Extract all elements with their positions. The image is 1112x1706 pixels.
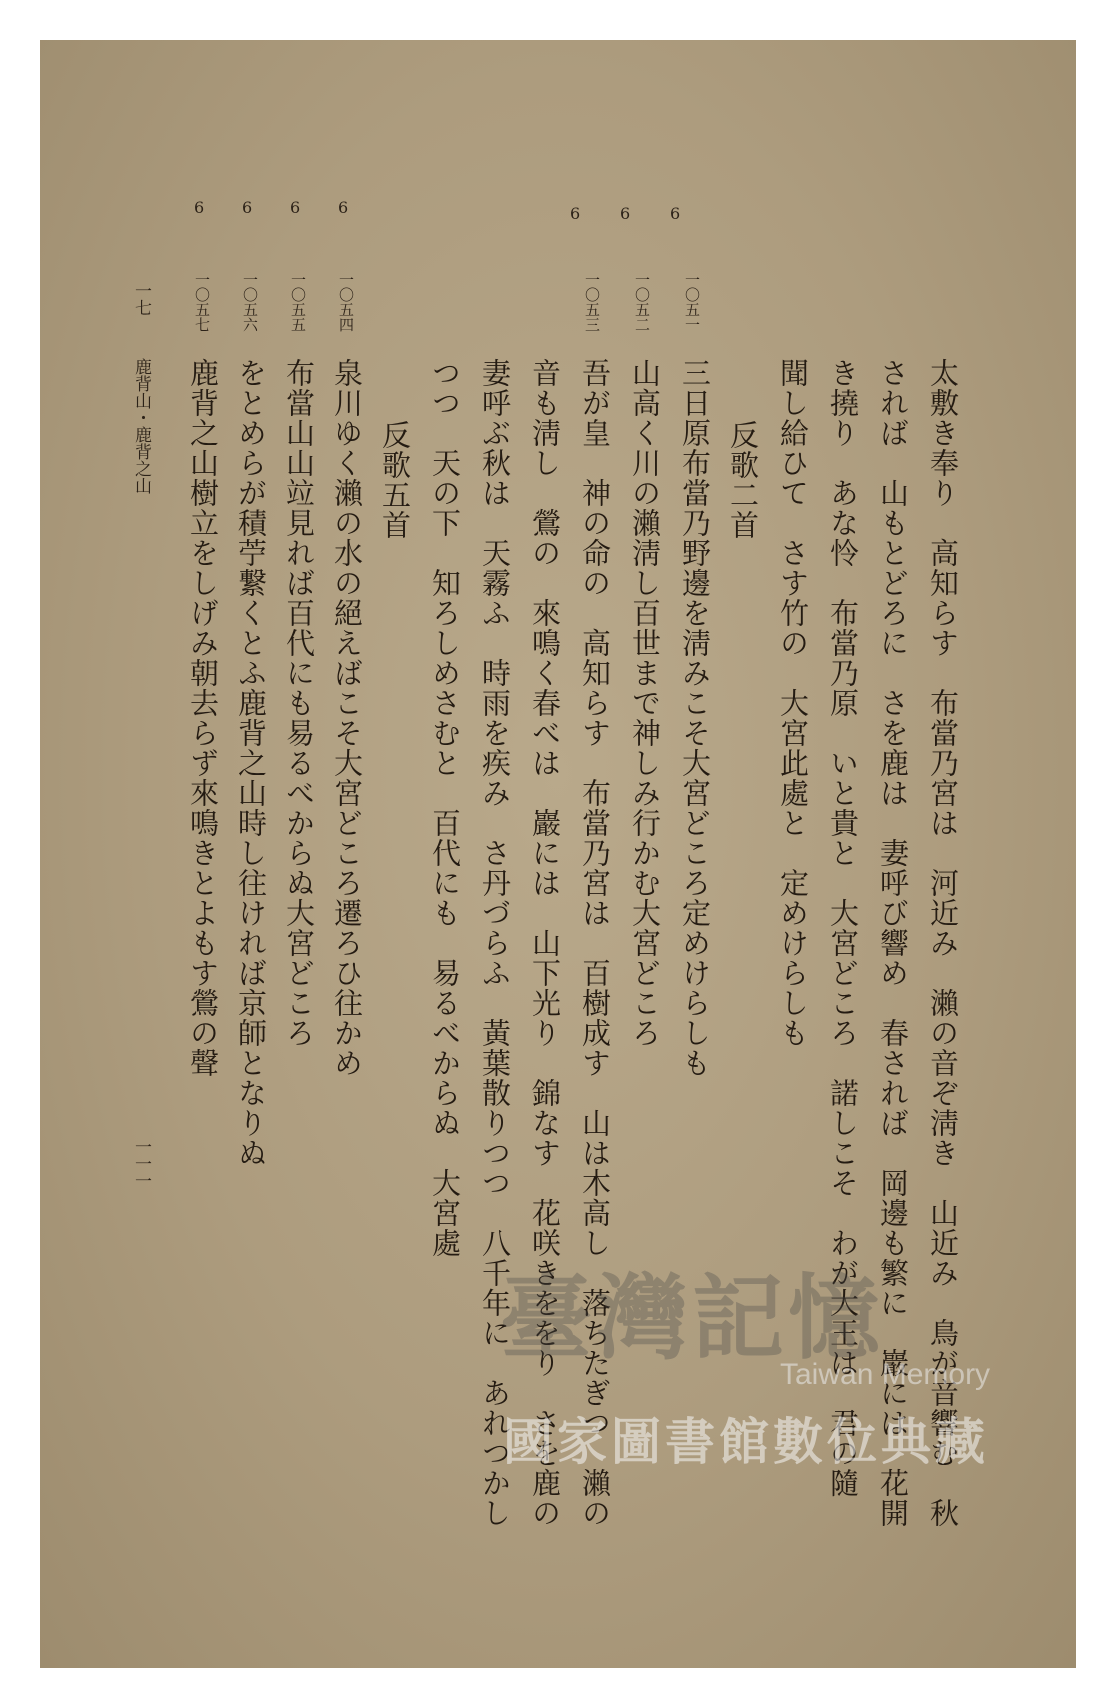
watermark-national-library: 國家圖書館數位典藏 [503,1413,989,1471]
poem-number-1051: 一〇五一 [683,272,701,332]
text-column-7: 吾が皇 神の命の 高知らす 布當乃宮は 百樹成す 山は木高し 落ちたぎつ 瀨の [578,358,612,1528]
text-column-12: 布當山山竝見れば百代にも易るべからぬ大宮どころ [282,358,316,1048]
volume-mark-1057: 6 [194,198,205,217]
poem-number-1052: 一〇五二 [633,272,651,332]
text-column-3: き撓り あな怜 布當乃原 いと貴と 大宮どころ 諾しこそ わが大王は 君の隨 [826,358,860,1498]
watermark-taiwan-memory-en: Taiwan Memory [780,1358,991,1391]
volume-mark-1052: 6 [620,204,631,223]
page-number: 一一一 [131,1138,151,1189]
poem-number-1056: 一〇五六 [241,272,259,332]
text-column-9: 妻呼ぶ秋は 天霧ふ 時雨を疾み さ丹づらふ 黃葉散りつつ 八千年に あれつかし [478,358,512,1528]
poem-number-1057: 一〇五七 [193,272,211,332]
text-column-4: 聞し給ひて さす竹の 大宮此處と 定めけらしも [776,358,810,1048]
text-column-2: されば 山もとどろに さを鹿は 妻呼び響め 春されば 岡邊も繁に 巖には 花開 [876,358,910,1528]
section-title: 鹿背山・鹿背之山 [131,358,151,494]
volume-mark-1053: 6 [570,204,581,223]
text-column-1: 太敷き奉り 高知らす 布當乃宮は 河近み 瀨の音ぞ淸き 山近み 鳥が音響む 秋 [926,358,960,1528]
section-number: 一七 [131,282,151,316]
text-column-11: 泉川ゆく瀨の水の絕えばこそ大宮どころ遷ろひ往かめ [330,358,364,1078]
volume-mark-1056: 6 [242,198,253,217]
poem-number-1054: 一〇五四 [337,272,355,332]
text-column-14: 鹿背之山樹立をしげみ朝去らず來鳴きとよもす鶯の聲 [186,358,220,1078]
volume-mark-1054: 6 [338,198,349,217]
text-column-10: つつ 天の下 知ろしめさむと 百代にも 易るべからぬ 大宮處 [428,358,462,1258]
volume-mark-1051: 6 [670,204,681,223]
volume-mark-1055: 6 [290,198,301,217]
heading-hanka-2: 反歌二首 [726,420,760,540]
text-column-13: をとめらが積苧繋くとふ鹿背之山時し往ければ京師となりぬ [234,358,268,1168]
text-column-8: 音も淸し 鶯の 來鳴く春べは 巖には 山下光り 錦なす 花咲きををり さを鹿の [528,358,562,1528]
poem-number-1053: 一〇五三 [583,272,601,332]
poem-number-1055: 一〇五五 [289,272,307,332]
book-page-scan [40,40,1076,1668]
text-column-5: 三日原布當乃野邊を淸みこそ大宮どころ定めけらしも [678,358,712,1078]
watermark-taiwan-memory: 臺灣記憶 [500,1264,885,1372]
heading-hanka-5: 反歌五首 [378,420,412,540]
text-column-6: 山高く川の瀨淸し百世まで神しみ行かむ大宮どころ [628,358,662,1048]
